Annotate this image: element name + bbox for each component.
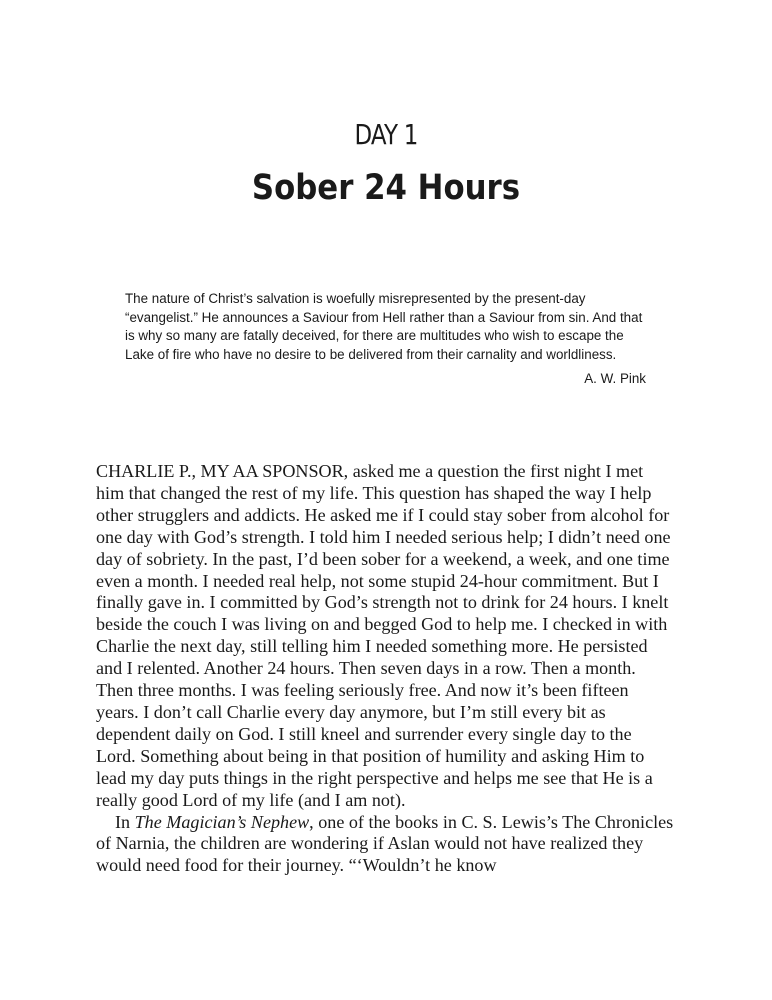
day-label: DAY 1 bbox=[354, 118, 418, 151]
body-paragraph-2 bbox=[96, 812, 674, 878]
paragraph-2-prefix: In bbox=[115, 811, 135, 832]
body-paragraph-1: CHARLIE P., MY AA SPONSOR, asked me a question the first night I met him that changed the rest of my life. This question has shaped the way I help other strugglers and addicts. He asked me if I could stay sober from alcohol for one day with God’s strength. I told him I needed serious help; I didn’t need one day of sobriety. In the past, I’d been sober for a weekend, a week, and one time even a month. I needed real help, not some stupid 24-hour commitment. But I finally gave in. I committed by God’s strength not to drink for 24 hours. I knelt beside the couch I was living on and begged God to help me. I checked in with Charlie the next day, still telling him I needed something more. He persisted and I relented. Another 24 hours. Then seven days in a row. Then a month. Then three months. I was feeling seriously free. And now it’s been fifteen years. I don’t call Charlie every day anymore, but I’m still every bit as dependent daily on God. I still kneel and surrender every single day to the Lord. Something about being in that position of humility and asking Him to lead my day puts things in the right perspective and helps me see that He is a really good Lord of my life (and I am not). bbox=[96, 461, 671, 810]
body-text bbox=[96, 461, 674, 877]
book-title: The Magician’s Nephew bbox=[134, 811, 310, 832]
epigraph bbox=[125, 290, 655, 389]
epigraph-author: A. W. Pink bbox=[584, 371, 646, 386]
chapter-title: Sober 24 Hours bbox=[251, 168, 521, 208]
paragraph-2-rest: , one of the books in C. S. Lewis’s The Chronicles of Narnia, the children are wondering if Aslan would not have realized they would need food for their journey. “‘Wouldn’t he know bbox=[96, 811, 674, 876]
epigraph-quote: The nature of Christ’s salvation is woefully misrepresented by the present-day “evangelist.” He announces a Saviour from Hell rather than a Saviour from sin. And that is why so many are fatally deceived, for there are multitudes who wish to escape the Lake of fire who have no desire to be delivered from their carnality and worldliness. bbox=[125, 291, 643, 362]
